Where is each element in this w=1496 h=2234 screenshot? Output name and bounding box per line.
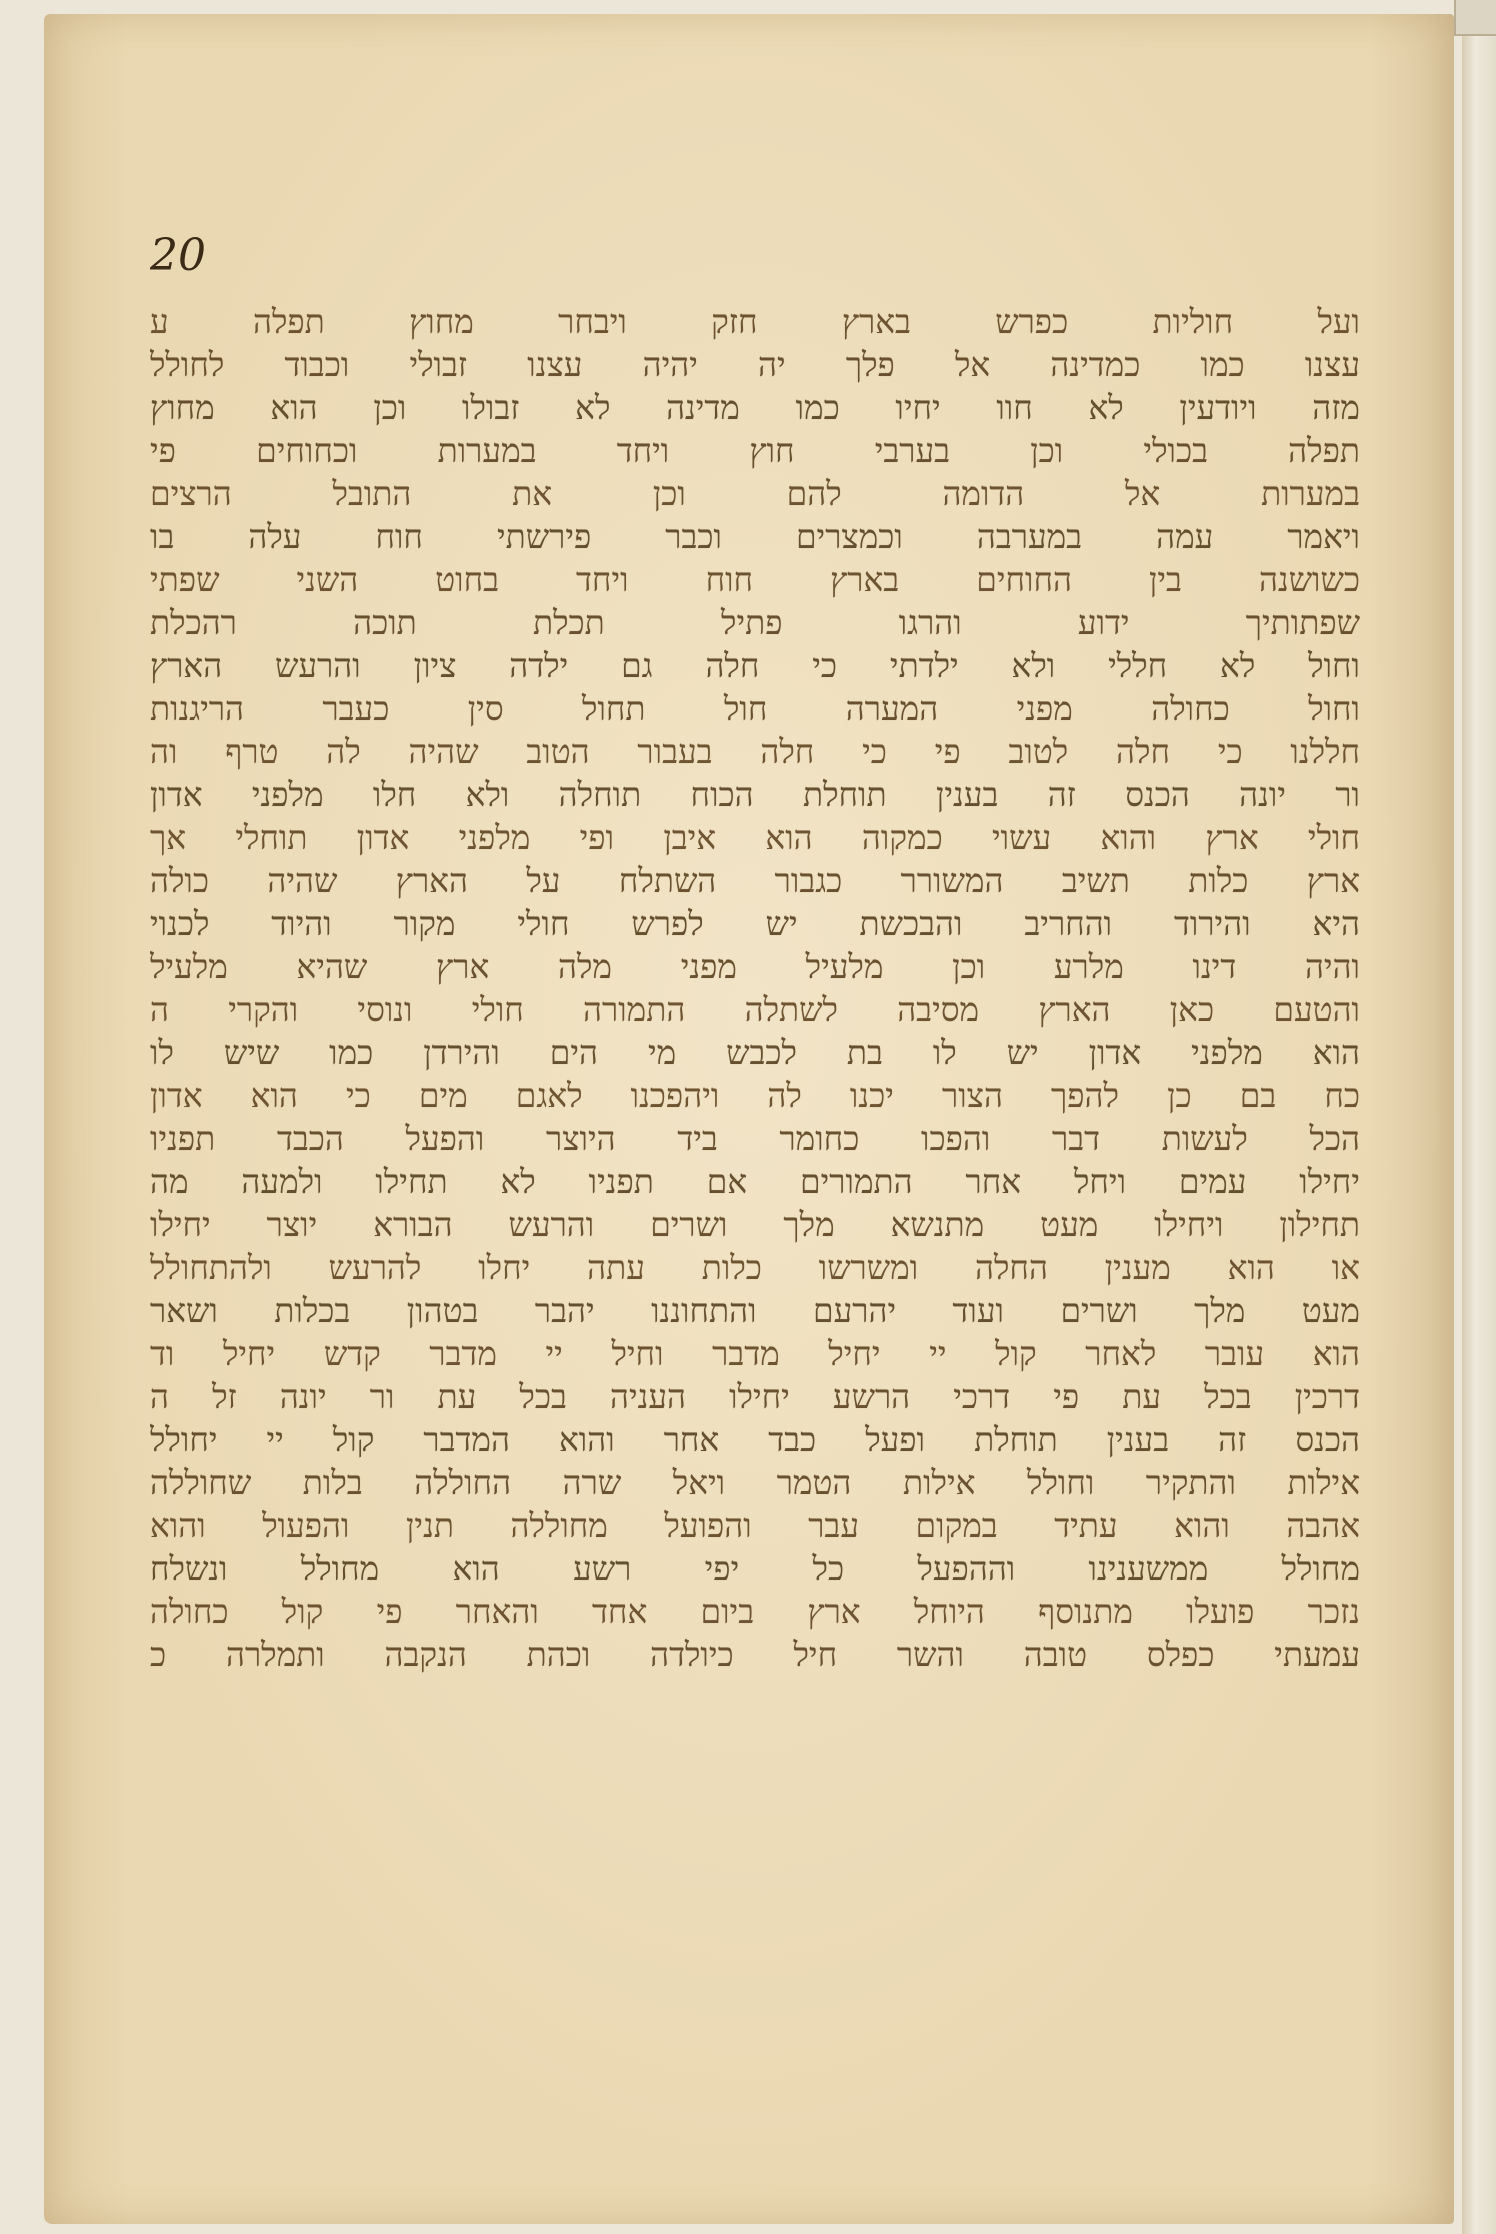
text-line: מחולל ממשענינו וההפעל כל יפי רשע הוא מחולל ונשלח (150, 1549, 1360, 1588)
text-line: נזכר פועלו מתנוסף היוחל ארץ ביום אחד והאחר פי קול כחולה (150, 1592, 1360, 1631)
text-line: וחול לא חללי ולא ילדתי כי חלה גם ילדה ציון והרעש הארץ (150, 646, 1360, 685)
text-line: היא והירוד והחריב והבכשת יש לפרש חולי מקור והיוד לכנוי (150, 904, 1360, 943)
text-line: יחילו עמים ויחל אחר התמורים אם תפניו לא תחילו ולמעה מה (150, 1162, 1360, 1201)
binding-tab (1454, 0, 1496, 36)
text-line: כח בם כן להפך הצור יכנו לה ויהפכנו לאגם מים כי הוא אדון (150, 1076, 1360, 1115)
text-line: וחול כחולה מפני המערה חול תחול סין כעבר הריגנות (150, 689, 1360, 728)
text-line: והיה דינו מלרע וכן מלעיל מפני מלה ארץ שהיא מלעיל (150, 947, 1360, 986)
manuscript-text (150, 300, 1360, 1676)
text-line: ור יונה הכנס זה בענין תוחלת הכוח תוחלה ולא חלו מלפני אדון (150, 775, 1360, 814)
text-line: הכנס זה בענין תוחלת ופעל כבד אחר והוא המדבר קול יי יחולל (150, 1420, 1360, 1459)
text-line: שפתותיך ידוע והרגו פתיל תכלת תוכה רהכלת (150, 603, 1360, 642)
text-line: אילות והתקיר וחולל אילות הטמר ויאל שרה החוללה בלות שחוללה (150, 1463, 1360, 1502)
text-line: הוא מלפני אדון יש לו בת לכבש מי הים והירדן כמו שיש לו (150, 1033, 1360, 1072)
text-line: עמעתי כפלס טובה והשר חיל כיולדה וכהת הנקבה ותמלרה כ (150, 1635, 1360, 1674)
text-line: מעט מלך ושרים ועוד יהרעם והתחוננו יהבר בטהון בכלות ושאר (150, 1291, 1360, 1330)
text-line: תפלה בכולי וכן בערבי חוץ ויחד במערות וכחוחים פי (150, 431, 1360, 470)
text-line: כשושנה בין החוחים בארץ חוח ויחד בחוט השני שפתי (150, 560, 1360, 599)
binding-edge (1462, 0, 1496, 2234)
text-line: ארץ כלות תשיב המשורר כגבור השתלח על הארץ שהיה כולה (150, 861, 1360, 900)
text-line: ויאמר עמה במערבה וכמצרים וכבר פירשתי חוח עלה בו (150, 517, 1360, 556)
text-line: מזה ויודעין לא חוו יחיו כמו מדינה לא זבולו וכן הוא מחוץ (150, 388, 1360, 427)
text-line: דרכין בכל עת פי דרכי הרשע יחילו העניה בכל עת ור יונה זל ה (150, 1377, 1360, 1416)
text-line: חולי ארץ והוא עשוי כמקוה הוא איבן ופי מלפני אדון תוחלי אך (150, 818, 1360, 857)
folio-number: 20 (150, 230, 206, 281)
text-line: אהבה והוא עתיד במקום עבר והפועל מחוללה תנין והפעול והוא (150, 1506, 1360, 1545)
text-line: או הוא מענין החלה ומשרשו כלות עתה יחלו להרעש ולהתחולל (150, 1248, 1360, 1287)
text-line: הכל לעשות דבר והפכו כחומר ביד היוצר והפעל הכבד תפניו (150, 1119, 1360, 1158)
text-line: חללנו כי חלה לטוב פי כי חלה בעבור הטוב שהיה לה טרף וה (150, 732, 1360, 771)
text-line: במערות אל הדומה להם וכן את התובל הרצים (150, 474, 1360, 513)
text-line: עצנו כמו כמדינה אל פלך יה יהיה עצנו זבולי וכבוד לחולל (150, 345, 1360, 384)
text-line: הוא עובר לאחר קול יי יחיל מדבר וחיל יי מדבר קדש יחיל וד (150, 1334, 1360, 1373)
text-line: ועל חוליות כפרש בארץ חזק ויבחר מחוץ תפלה ע (150, 302, 1360, 341)
text-line: תחילון ויחילו מעט מתנשא מלך ושרים והרעש הבורא יוצר יחילו (150, 1205, 1360, 1244)
text-line: והטעם כאן הארץ מסיבה לשתלה התמורה חולי ונוסי והקרי ה (150, 990, 1360, 1029)
